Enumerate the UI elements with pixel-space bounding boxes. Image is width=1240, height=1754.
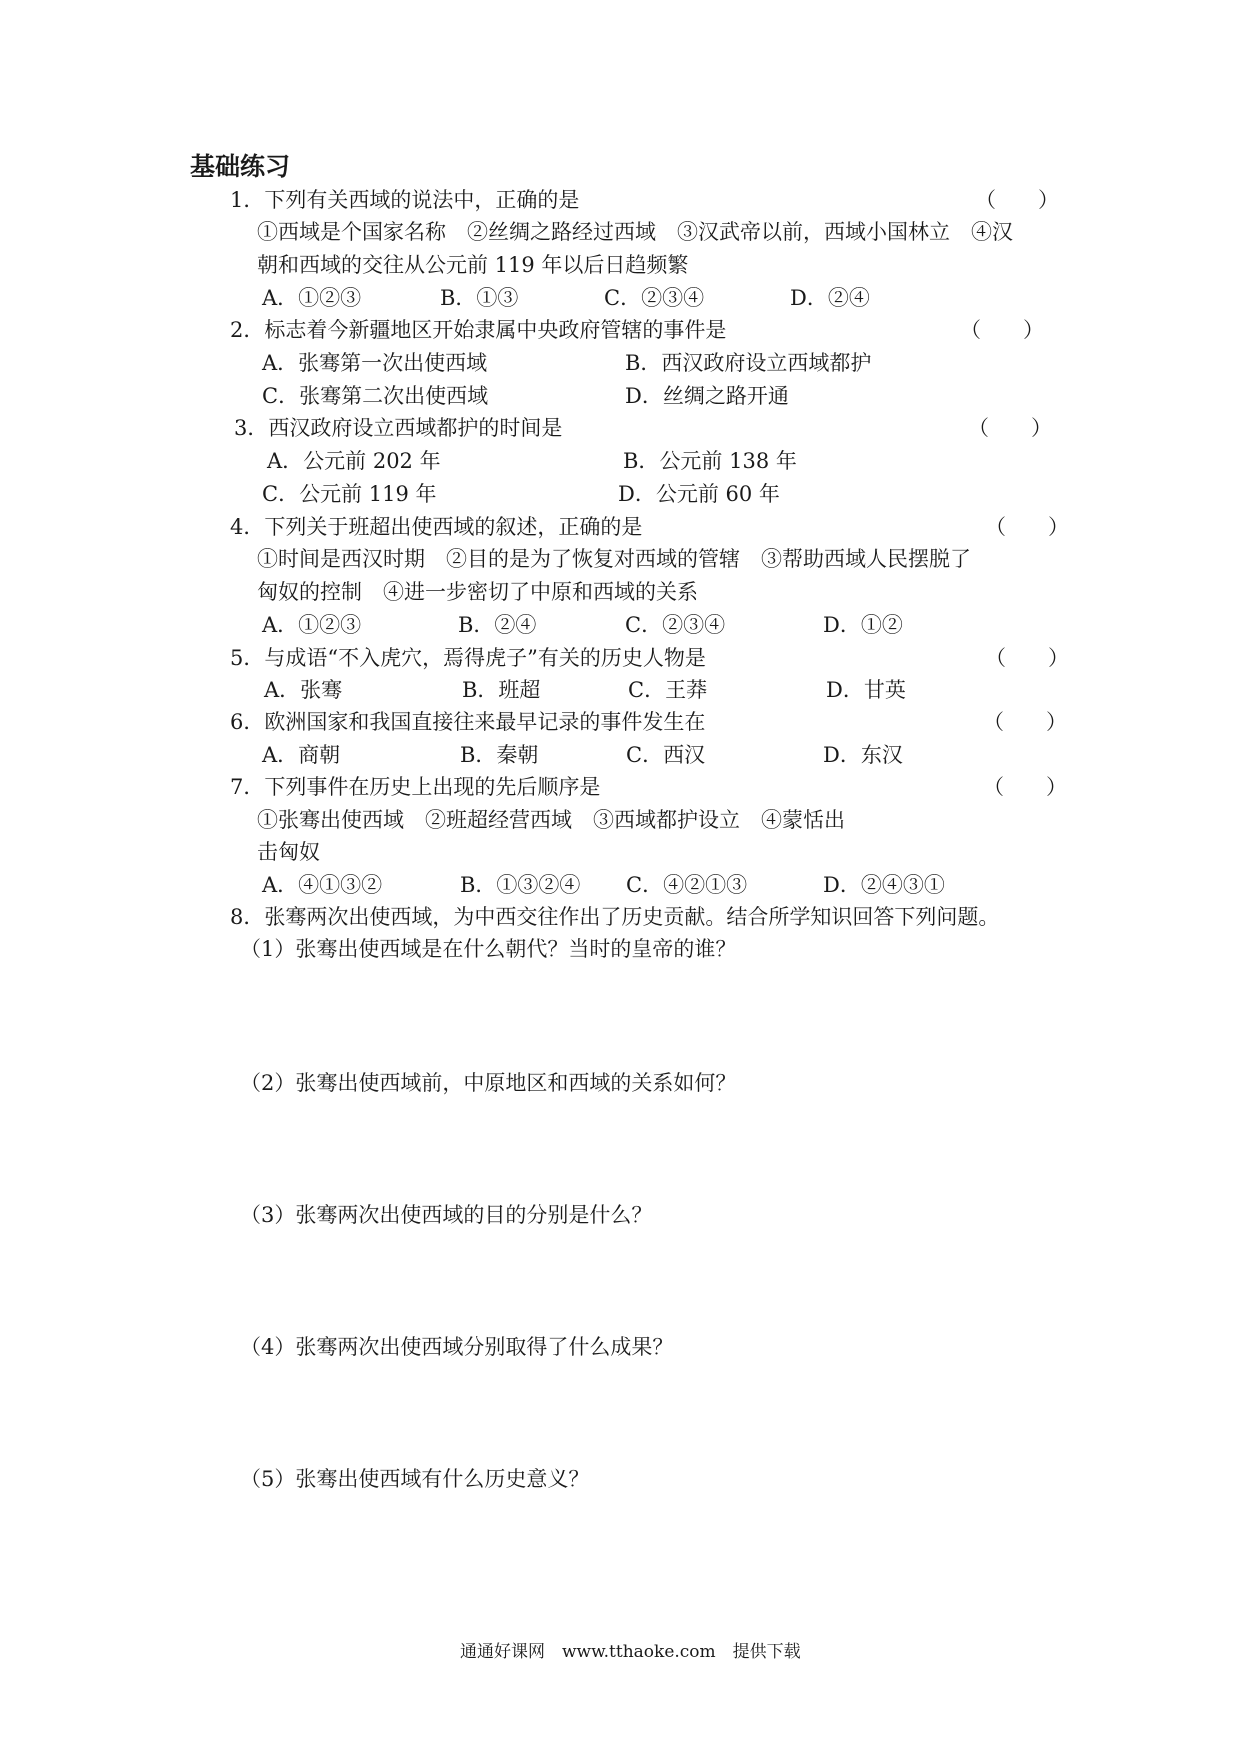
question-6-option-d: D．东汉 (823, 743, 903, 767)
question-3-option-c: C．公元前 119 年 (262, 482, 437, 506)
question-2-stem: 2．标志着今新疆地区开始隶属中央政府管辖的事件是 (230, 318, 727, 342)
question-4-option-a: A．①②③ (262, 613, 362, 637)
question-1-option-b: B．①③ (440, 286, 519, 310)
question-7-answer-paren: （ ） (983, 775, 1067, 799)
question-4-option-d: D．①② (823, 613, 903, 637)
footer-credit: 通通好课网 www.tthaoke.com 提供下载 (460, 1642, 801, 1662)
question-5-option-a: A．张骞 (264, 678, 343, 702)
question-5-option-c: C．王莽 (628, 678, 708, 702)
question-7-option-b: B．①③②④ (460, 873, 581, 897)
question-3-option-b: B．公元前 138 年 (623, 449, 797, 473)
question-7-option-a: A．④①③② (262, 873, 383, 897)
question-5-option-d: D．甘英 (826, 678, 906, 702)
question-4-answer-paren: （ ） (985, 515, 1069, 539)
question-3-option-d: D．公元前 60 年 (618, 482, 780, 506)
question-4-option-b: B．②④ (458, 613, 537, 637)
question-2-option-a: A．张骞第一次出使西域 (262, 351, 488, 375)
question-2-option-c: C．张骞第二次出使西域 (262, 384, 489, 408)
question-4-stem: 4．下列关于班超出使西域的叙述，正确的是 (230, 515, 643, 539)
question-1-stem: 1．下列有关西域的说法中，正确的是 (230, 188, 580, 212)
question-6-answer-paren: （ ） (983, 710, 1067, 734)
question-3-stem: 3．西汉政府设立西域都护的时间是 (234, 416, 563, 440)
question-4-option-c: C．②③④ (625, 613, 726, 637)
question-8-sub-5: （5）张骞出使西域有什么历史意义？ (240, 1467, 590, 1491)
question-5-answer-paren: （ ） (985, 646, 1069, 670)
question-1-line-1: ①西域是个国家名称 ②丝绸之路经过西域 ③汉武帝以前，西域小国林立 ④汉 (257, 220, 1013, 244)
question-2-answer-paren: （ ） (960, 318, 1044, 342)
question-1-answer-paren: （ ） (975, 188, 1059, 212)
question-2-option-b: B．西汉政府设立西域都护 (625, 351, 872, 375)
question-7-stem: 7．下列事件在历史上出现的先后顺序是 (230, 775, 601, 799)
question-7-line-2: 击匈奴 (257, 840, 320, 864)
question-1-line-2: 朝和西域的交往从公元前 119 年以后日趋频繁 (257, 253, 689, 277)
question-3-answer-paren: （ ） (968, 416, 1052, 440)
question-1-option-a: A．①②③ (262, 286, 362, 310)
question-6-option-a: A．商朝 (262, 743, 341, 767)
question-5-stem: 5．与成语“不入虎穴，焉得虎子”有关的历史人物是 (230, 646, 706, 670)
question-8-sub-1: （1）张骞出使西域是在什么朝代？当时的皇帝的谁？ (240, 937, 737, 961)
section-title: 基础练习 (190, 152, 291, 181)
question-2-option-d: D．丝绸之路开通 (625, 384, 789, 408)
question-8-sub-3: （3）张骞两次出使西域的目的分别是什么？ (240, 1203, 653, 1227)
question-1-option-d: D．②④ (790, 286, 870, 310)
question-7-option-d: D．②④③① (823, 873, 945, 897)
question-8-sub-2: （2）张骞出使西域前，中原地区和西域的关系如何？ (240, 1071, 737, 1095)
question-6-stem: 6．欧洲国家和我国直接往来最早记录的事件发生在 (230, 710, 706, 734)
question-4-line-1: ①时间是西汉时期 ②目的是为了恢复对西域的管辖 ③帮助西域人民摆脱了 (257, 547, 971, 571)
question-5-option-b: B．班超 (462, 678, 541, 702)
question-8-stem: 8．张骞两次出使西域，为中西交往作出了历史贡献。结合所学知识回答下列问题。 (230, 905, 1000, 929)
question-6-option-b: B．秦朝 (460, 743, 539, 767)
question-4-line-2: 匈奴的控制 ④进一步密切了中原和西域的关系 (257, 580, 698, 604)
question-1-option-c: C．②③④ (604, 286, 705, 310)
question-6-option-c: C．西汉 (626, 743, 706, 767)
question-7-line-1: ①张骞出使西域 ②班超经营西域 ③西域都护设立 ④蒙恬出 (257, 808, 845, 832)
question-3-option-a: A．公元前 202 年 (267, 449, 441, 473)
question-8-sub-4: （4）张骞两次出使西域分别取得了什么成果？ (240, 1335, 674, 1359)
question-7-option-c: C．④②①③ (626, 873, 748, 897)
